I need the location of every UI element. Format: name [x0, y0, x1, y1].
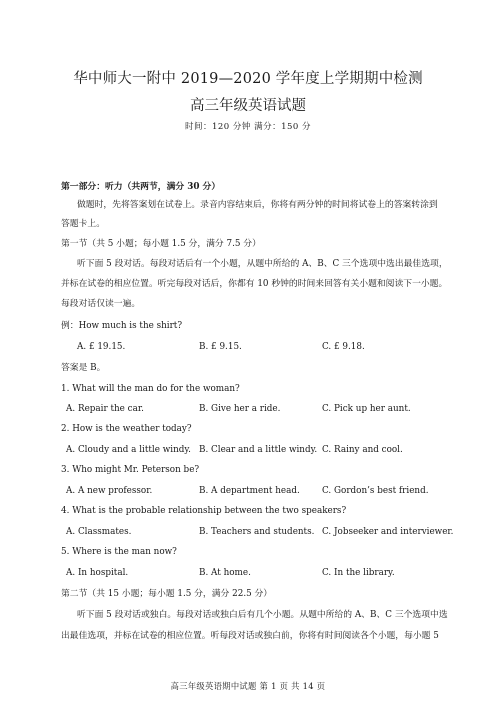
- question-3: 3. Who might Mr. Peterson be?: [61, 465, 200, 475]
- question-1-option-b: B. Give her a ride.: [199, 404, 281, 414]
- question-4-option-c: C. Jobseeker and interviewer.: [322, 527, 454, 537]
- question-2-option-a: A. Cloudy and a little windy.: [66, 445, 191, 455]
- question-3-option-a: A. A new professor.: [66, 486, 153, 496]
- question-1-option-c: C. Pick up her aunt.: [322, 404, 411, 414]
- question-3-option-b: B. A department head.: [199, 486, 300, 496]
- section1-heading: 第一节（共 5 小题；每小题 1.5 分，满分 7.5 分）: [61, 239, 261, 249]
- question-2-option-b: B. Clear and a little windy.: [199, 445, 318, 455]
- page-footer: 高三年级英语期中试题 第 1 页 共 14 页: [170, 681, 326, 691]
- question-2-option-c: C. Rainy and cool.: [322, 445, 403, 455]
- example-option-a: A. £ 19.15.: [77, 342, 126, 352]
- question-1: 1. What will the man do for the woman?: [61, 384, 240, 394]
- question-4-option-a: A. Classmates.: [66, 527, 132, 537]
- example-question: 例：How much is the shirt?: [61, 321, 183, 331]
- part1-intro-line2: 答题卡上。: [61, 219, 105, 229]
- question-3-option-c: C. Gordon’s best friend.: [322, 486, 429, 496]
- question-5-option-a: A. In hospital.: [66, 568, 129, 578]
- section1-instruction-line3: 每段对话仅读一遍。: [61, 299, 141, 309]
- part1-heading: 第一部分：听力（共两节，满分 30 分）: [61, 182, 221, 192]
- question-1-option-a: A. Repair the car.: [66, 404, 144, 414]
- section2-instruction-line1: 听下面 5 段对话或独白。每段对话或独白后有几个小题。从题中所给的 A、B、C 三个选项中选: [77, 610, 448, 620]
- section1-instruction-line2: 并标在试卷的相应位置。听完每段对话后，你都有 10 秒钟的时间来回答有关小题和阅读下一小题。: [61, 279, 448, 289]
- example-option-b: B. £ 9.15.: [199, 342, 242, 352]
- question-2: 2. How is the weather today?: [61, 424, 192, 434]
- question-4: 4. What is the probable relationship between the two speakers?: [61, 506, 347, 516]
- part1-intro-line1: 做题时，先将答案划在试卷上。录音内容结束后，你将有两分钟的时间将试卷上的答案转涂到: [77, 200, 438, 210]
- exam-subtitle: 高三年级英语试题: [190, 98, 306, 114]
- section2-heading: 第二节（共 15 小题；每小题 1.5 分，满分 22.5 分）: [61, 589, 273, 599]
- example-answer: 答案是 B。: [61, 363, 106, 373]
- section1-instruction-line1: 听下面 5 段对话。每段对话后有一个小题，从题中所给的 A、B、C 三个选项中选出最佳选项，: [77, 259, 448, 269]
- question-5-option-b: B. At home.: [199, 568, 251, 578]
- question-5-option-c: C. In the library.: [322, 568, 395, 578]
- exam-title: 华中师大一附中 2019—2020 学年度上学期期中检测: [73, 71, 423, 87]
- time-and-score: 时间：120 分钟 满分：150 分: [184, 122, 312, 132]
- example-option-c: C. £ 9.18.: [322, 342, 365, 352]
- section2-instruction-line2: 出最佳选项，并标在试卷的相应位置。听每段对话或独白前，你将有时间阅读各个小题，每小题 5: [61, 631, 439, 641]
- question-5: 5. Where is the man now?: [61, 547, 177, 557]
- question-4-option-b: B. Teachers and students.: [199, 527, 315, 537]
